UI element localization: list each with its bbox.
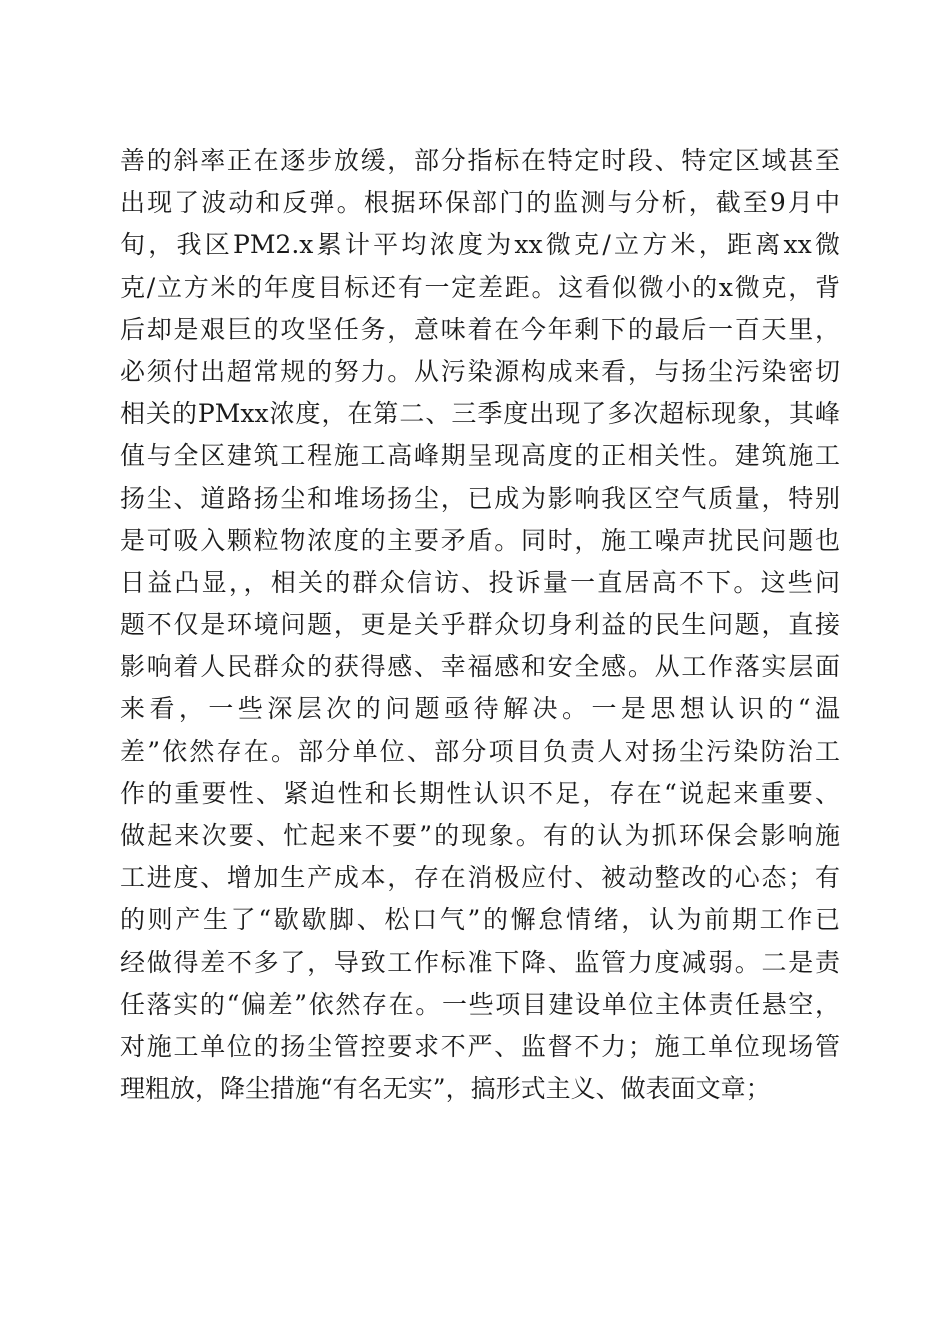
text-line: 做起来次要、忙起来不要”的现象。有的认为抓环保会影响施 (120, 821, 840, 850)
text-line: 影响着人民群众的获得感、幸福感和安全感。从工作落实层面 (120, 652, 840, 682)
text-line: 克/立方米的年度目标还有一定差距。这看似微小的x微克，背 (120, 272, 840, 302)
text-line: 经做得差不多了，导致工作标准下降、监管力度减弱。二是责 (120, 947, 840, 977)
text-line: 来看，一些深层次的问题亟待解决。一是思想认识的“温 (120, 694, 840, 724)
text-line: 理粗放，降尘措施“有名无实”，搞形式主义、做表面文章； (120, 1074, 771, 1104)
text-line: 善的斜率正在逐步放缓，部分指标在特定时段、特定区域甚至 (120, 146, 840, 175)
text-line: 是可吸入颗粒物浓度的主要矛盾。同时，施工噪声扰民问题也 (120, 525, 840, 555)
text-line: 值与全区建筑工程施工高峰期呈现高度的正相关性。建筑施工 (120, 441, 840, 471)
text-line: 后却是艰巨的攻坚任务，意味着在今年剩下的最后一百天里， (120, 314, 840, 344)
text-line: 扬尘、道路扬尘和堆场扬尘，已成为影响我区空气质量，特别 (120, 483, 840, 513)
text-line: 作的重要性、紧迫性和长期性认识不足，存在“说起来重要、 (120, 778, 840, 808)
text-line: 对施工单位的扬尘管控要求不严、监督不力；施工单位现场管 (120, 1031, 840, 1061)
text-line: 相关的PMxx浓度，在第二、三季度出现了多次超标现象，其峰 (120, 399, 840, 429)
text-line: 工进度、增加生产成本，存在消极应付、被动整改的心态；有 (120, 863, 840, 893)
text-line: 旬，我区PM2.x累计平均浓度为xx微克/立方米，距离xx微 (120, 230, 840, 260)
text-line: 题不仅是环境问题，更是关乎群众切身利益的民生问题，直接 (120, 610, 840, 640)
text-line: 差”依然存在。部分单位、部分项目负责人对扬尘污染防治工 (120, 736, 840, 766)
text-line: 任落实的“偏差”依然存在。一些项目建设单位主体责任悬空， (120, 989, 840, 1019)
text-line: 必须付出超常规的努力。从污染源构成来看，与扬尘污染密切 (120, 356, 840, 386)
text-line: 出现了波动和反弹。根据环保部门的监测与分析，截至9月中 (120, 188, 840, 218)
text-line: 的则产生了“歇歇脚、松口气”的懈怠情绪，认为前期工作已 (120, 905, 840, 935)
text-line: 日益凸显，，相关的群众信访、投诉量一直居高不下。这些问 (120, 567, 840, 597)
body-text (120, 140, 840, 1110)
